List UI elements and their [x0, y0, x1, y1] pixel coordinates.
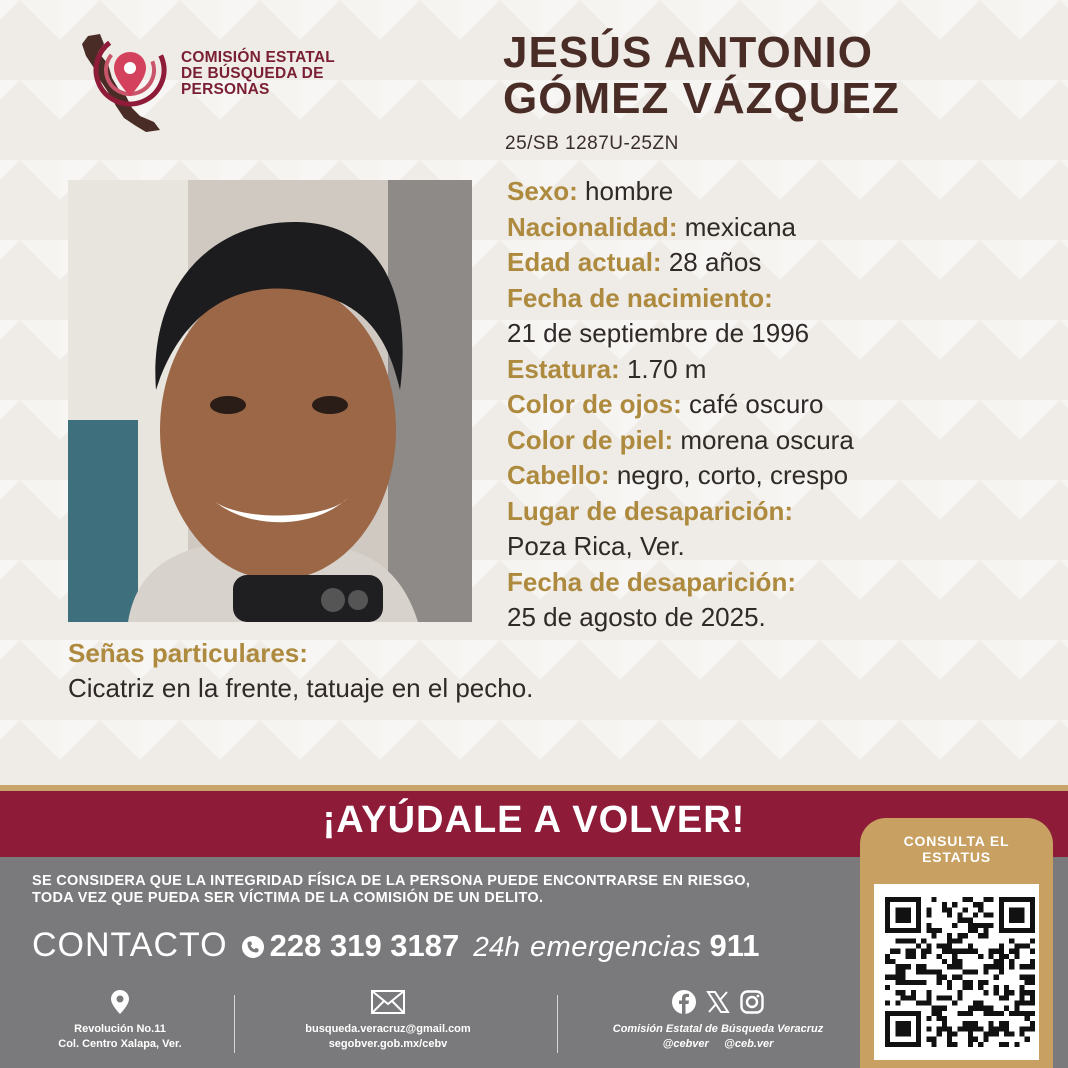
person-details [507, 174, 1047, 636]
banner-title: ¡AYÚDALE A VOLVER! [322, 799, 746, 841]
instagram-icon[interactable] [740, 990, 764, 1014]
facebook-icon[interactable] [672, 990, 696, 1014]
detail-disappearance-date-label: Fecha de desaparición: [507, 566, 796, 597]
footer-separator [557, 995, 558, 1053]
case-id: 25/SB 1287U-25ZN [505, 133, 679, 154]
website-link[interactable]: segobver.gob.mx/cebv [328, 1038, 448, 1050]
emergency-number[interactable]: 911 [709, 928, 760, 963]
detail-disappearance-date-value: 25 de agosto de 2025. [507, 602, 766, 632]
social-org-name: Comisión Estatal de Búsqueda Veracruz [612, 1023, 824, 1035]
contact-label: CONTACTO [32, 926, 228, 964]
social-handle[interactable]: @cebver [662, 1038, 709, 1050]
hours-label: 24h [473, 931, 520, 962]
marks-value: Cicatriz en la frente, tatuaje en el pecho. [68, 673, 534, 703]
address-block: Revolución No.11 Col. Centro Xalapa, Ver. [30, 988, 210, 1052]
social-handle[interactable]: @ceb.ver [724, 1038, 774, 1050]
phone-number[interactable]: 228 319 3187 [269, 928, 460, 963]
footer-separator [234, 995, 235, 1053]
detail-disappearance-place-value: Poza Rica, Ver. [507, 531, 685, 561]
detail-disappearance-place-label: Lugar de desaparición: [507, 495, 794, 526]
phone-icon [242, 936, 264, 958]
qr-code-icon[interactable] [885, 893, 1035, 1051]
detail-nationality: Nacionalidad: mexicana [507, 211, 796, 242]
detail-sex: Sexo: hombre [507, 176, 674, 206]
qr-title: CONSULTA EL ESTATUS [903, 833, 1010, 865]
person-name: JESÚS ANTONIO GÓMEZ VÁZQUEZ [503, 28, 900, 123]
detail-birthdate-label: Fecha de nacimiento: [507, 282, 773, 313]
detail-age: Edad actual: 28 años [507, 247, 762, 277]
commission-logo-icon [74, 30, 174, 135]
x-twitter-icon[interactable] [706, 990, 730, 1014]
person-photo [68, 180, 472, 622]
org-name: COMISIÓN ESTATAL DE BÚSQUEDA DE PERSONAS [181, 49, 335, 98]
contact-line [32, 926, 760, 974]
social-block [588, 988, 848, 1052]
risk-warning: SE CONSIDERA QUE LA INTEGRIDAD FÍSICA DE LA PERSONA PUEDE ENCONTRARSE EN RIESGO, TODA VEZ QUE PUEDA SER VÍCTIMA DE LA COMISIÓN DE UN DELITO. [32, 873, 751, 906]
mail-icon [371, 990, 405, 1014]
detail-eye-color: Color de ojos: café oscuro [507, 389, 824, 419]
marks-label: Señas particulares: [68, 638, 308, 668]
email-link[interactable]: busqueda.veracruz@gmail.com [305, 1023, 471, 1035]
detail-skin-color: Color de piel: morena oscura [507, 424, 854, 455]
emergency-label: emergencias [530, 931, 702, 963]
location-pin-icon [111, 990, 129, 1014]
detail-height: Estatura: 1.70 m [507, 353, 707, 384]
distinguishing-marks [68, 636, 968, 706]
detail-hair: Cabello: negro, corto, crespo [507, 460, 849, 490]
detail-birthdate-value: 21 de septiembre de 1996 [507, 318, 810, 348]
email-block [280, 988, 496, 1052]
status-qr-card [860, 818, 1053, 1068]
